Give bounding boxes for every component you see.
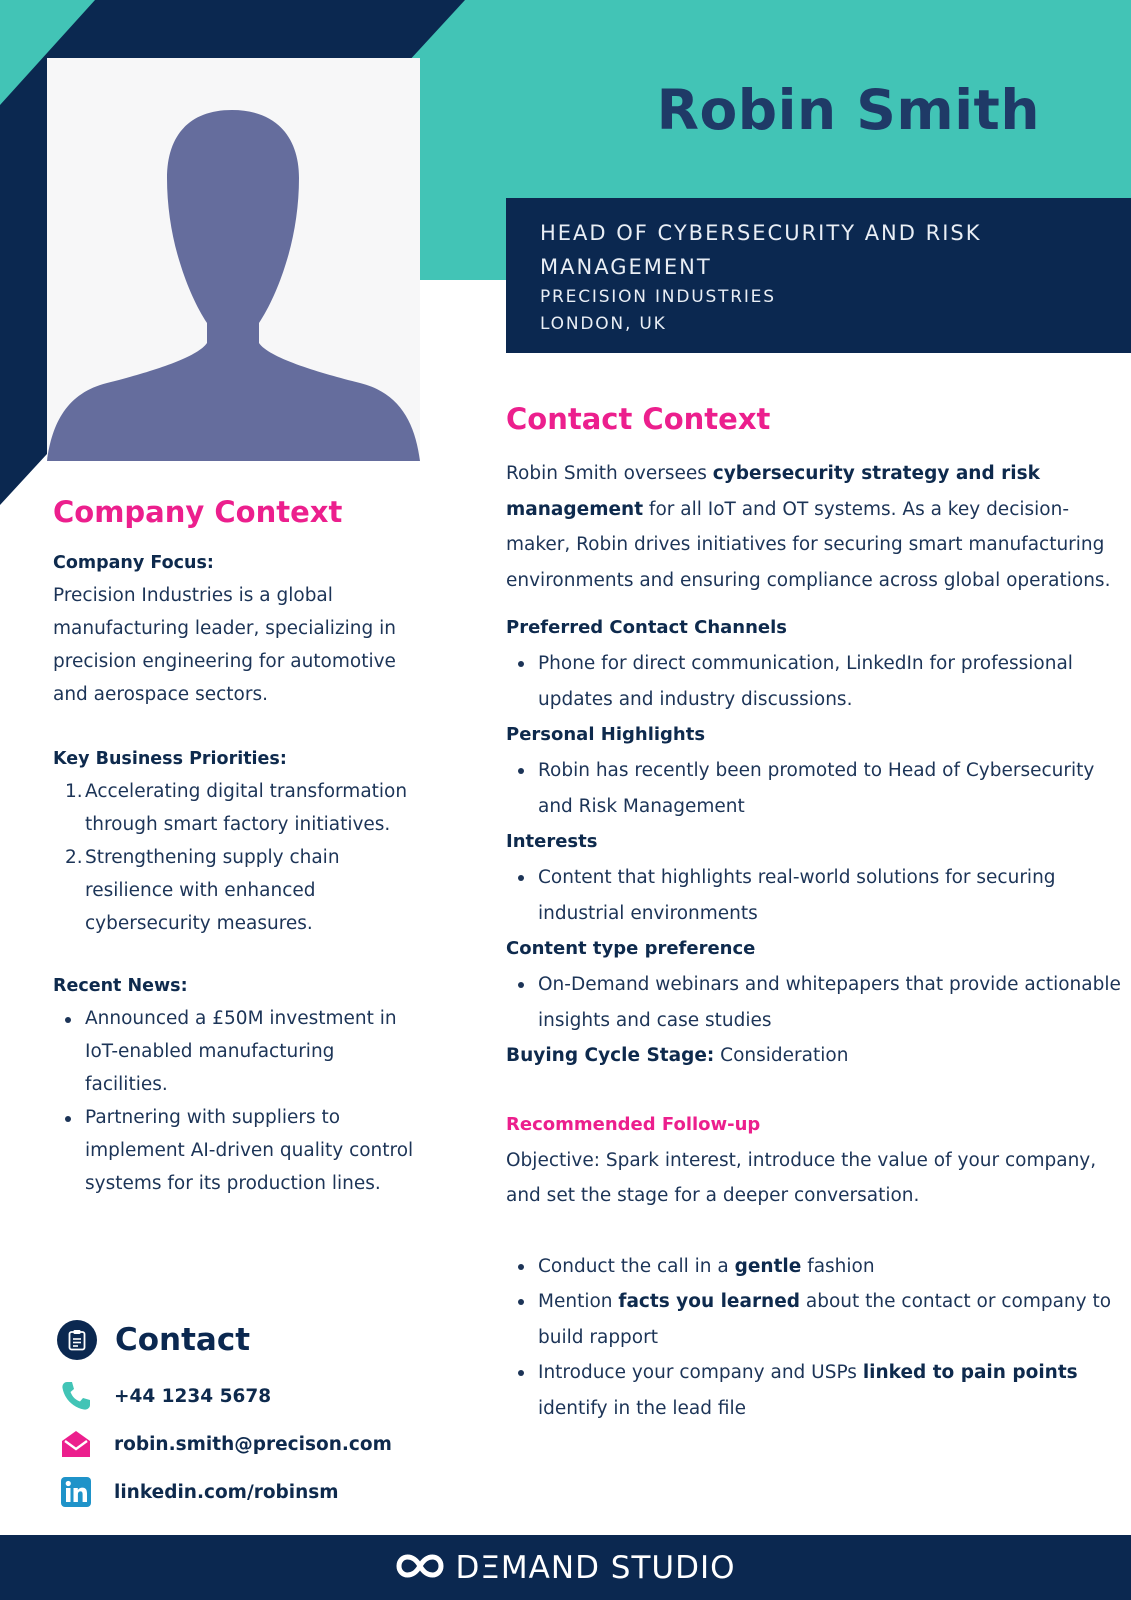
personal-highlights-label: Personal Highlights: [506, 724, 706, 745]
followup-item: [506, 1284, 1121, 1355]
linkedin-url[interactable]: linkedin.com/robinsm: [114, 1481, 339, 1503]
footer: [0, 1535, 1131, 1600]
linkedin-icon: [57, 1473, 95, 1511]
company-name: PRECISION INDUSTRIES: [540, 287, 776, 307]
interests-label: Interests: [506, 831, 598, 852]
personal-highlights-list: [506, 753, 1121, 824]
followup-list: [506, 1249, 1121, 1427]
linkedin-row[interactable]: [57, 1468, 457, 1516]
contact-heading: Contact: [115, 1322, 251, 1358]
content-preference-label: Content type preference: [506, 938, 756, 959]
priority-number: 1.: [65, 781, 83, 802]
phone-number[interactable]: +44 1234 5678: [114, 1385, 272, 1407]
intro-text-start: Robin Smith oversees: [506, 463, 713, 484]
followup-heading: Recommended Follow-up: [506, 1113, 761, 1135]
followup-text: identify in the lead file: [538, 1397, 747, 1419]
followup-item: [506, 1249, 1121, 1285]
footer-brand: DΞMAND STUDIO: [455, 1549, 736, 1586]
priority-number: 2.: [65, 847, 83, 868]
recent-news-list: [53, 1002, 423, 1200]
news-item: Announced a £50M investment in IoT-enabled manufacturing facilities.: [53, 1002, 423, 1101]
contact-header: [57, 1318, 457, 1362]
followup-emphasis: facts you learned: [618, 1291, 801, 1312]
contact-section: [57, 1318, 457, 1516]
recent-news-label: Recent News:: [53, 976, 188, 996]
company-focus-text: Precision Industries is a global manufacturing leader, specializing in precision engineering for automotive and aerospace sectors.: [53, 585, 397, 705]
buying-stage-value: Consideration: [714, 1045, 849, 1066]
company-focus-label: Company Focus:: [53, 553, 214, 573]
followup-text: Conduct the call in a: [538, 1255, 735, 1277]
content-preference-item: On-Demand webinars and whitepapers that provide actionable insights and case studies: [506, 967, 1121, 1038]
email-row[interactable]: [57, 1420, 457, 1468]
followup-emphasis: linked to pain points: [862, 1362, 1078, 1383]
email-address[interactable]: robin.smith@precison.com: [114, 1433, 392, 1455]
clipboard-icon: [57, 1320, 97, 1360]
company-context-section: [53, 495, 423, 1200]
contact-channels-label: Preferred Contact Channels: [506, 617, 788, 638]
phone-row[interactable]: [57, 1372, 457, 1420]
highlight-item: Robin has recently been promoted to Head of Cybersecurity and Risk Management: [506, 753, 1121, 824]
news-item: Partnering with suppliers to implement AI-driven quality control systems for its production lines.: [53, 1101, 423, 1200]
profile-name: Robin Smith: [656, 78, 1040, 142]
followup-text: fashion: [801, 1255, 875, 1277]
content-preference-list: [506, 967, 1121, 1038]
priority-text: Strengthening supply chain resilience with enhanced cybersecurity measures.: [85, 847, 340, 934]
followup-item: [506, 1355, 1121, 1426]
intro-text-end: for all IoT and OT systems. As a key decision-maker, Robin drives initiatives for securing smart manufacturing environments and ensuring compliance across global operations.: [506, 498, 1111, 591]
profile-photo: [47, 58, 420, 461]
contact-channels-list: [506, 646, 1121, 717]
contact-context-heading: Contact Context: [506, 402, 771, 436]
infinity-icon: [395, 1553, 445, 1583]
buying-cycle-stage: [506, 1038, 1121, 1074]
phone-icon: [57, 1377, 95, 1415]
person-silhouette-icon: [47, 58, 420, 461]
priority-text: Accelerating digital transformation through smart factory initiatives.: [85, 781, 408, 835]
job-title-line-2: MANAGEMENT: [540, 255, 712, 279]
channel-item: Phone for direct communication, LinkedIn for professional updates and industry discussions.: [506, 646, 1121, 717]
contact-context-section: [506, 402, 1121, 1426]
priorities-list: [53, 775, 423, 940]
priorities-label: Key Business Priorities:: [53, 749, 287, 769]
interest-item: Content that highlights real-world solutions for securing industrial environments: [506, 860, 1121, 931]
followup-objective: Objective: Spark interest, introduce the value of your company, and set the stage for a deeper conversation.: [506, 1149, 1097, 1206]
interests-list: [506, 860, 1121, 931]
buying-stage-label: Buying Cycle Stage:: [506, 1045, 715, 1066]
job-title-line-1: HEAD OF CYBERSECURITY AND RISK: [540, 221, 982, 245]
email-icon: [57, 1425, 95, 1463]
followup-emphasis: gentle: [734, 1255, 802, 1277]
followup-text: Mention: [538, 1291, 619, 1312]
job-title-box: [506, 198, 1131, 353]
contact-context-intro: [506, 456, 1121, 598]
followup-text: about the contact or company to build rapport: [538, 1291, 1112, 1348]
followup-text: Introduce your company and USPs: [538, 1362, 863, 1383]
company-context-heading: Company Context: [53, 495, 343, 529]
priority-item: [53, 841, 423, 940]
priority-item: [53, 775, 423, 841]
intro-emphasis: cybersecurity strategy and risk management: [506, 463, 1040, 520]
location: LONDON, UK: [540, 314, 667, 334]
